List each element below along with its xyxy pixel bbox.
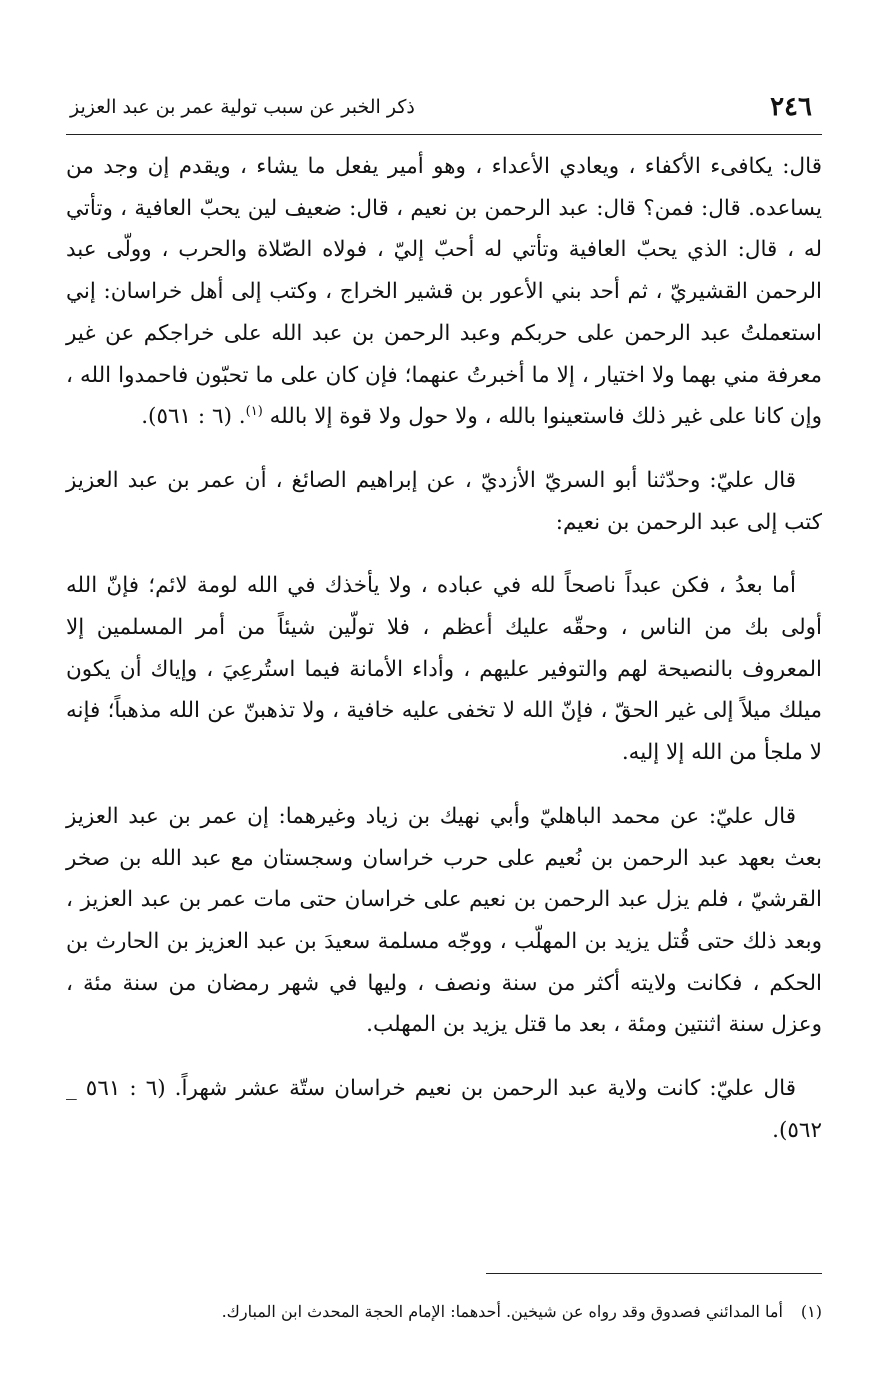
footnote-rule xyxy=(486,1273,822,1274)
paragraph-2: قال عليّ: وحدّثنا أبو السريّ الأزديّ ، عن إبراهيم الصائغ ، أن عمر بن عبد العزيز كتب إلى عبد الرحمن بن نعيم: xyxy=(66,467,822,535)
header-rule xyxy=(66,134,822,135)
footnote xyxy=(66,1298,822,1326)
page-body xyxy=(66,146,822,1173)
running-header xyxy=(66,88,822,126)
footnote-text: أما المدائني فصدوق وقد رواه عن شيخين. أحدهما: الإمام الحجة المحدث ابن المبارك. xyxy=(221,1302,783,1321)
paragraph-3: أما بعدُ ، فكن عبداً ناصحاً لله في عباده ، ولا يأخذك في الله لومة لائم؛ فإنّ الله أولى بك من الناس ، وحقّه عليك أعظم ، فلا تولّين شيئاً من أمر المسلمين إلا المعروف بالنصيحة لهم والتوفير عليهم ، وأداء الأمانة فيما استُرعِيَ ، وإياك أن يكون ميلك ميلاً إلى غير الحقّ ، فإنّ الله لا تخفى عليه خافية ، ولا تذهبنّ عن الله مذهباً؛ فإنه لا ملجأ من الله إلا إليه. xyxy=(66,573,822,766)
paragraph-1-citation: . (٦ : ٥٦١). xyxy=(141,404,246,430)
paragraph-4: قال عليّ: عن محمد الباهليّ وأبي نهيك بن زياد وغيرهما: إن عمر بن عبد العزيز بعث بعهد عبد الرحمن بن نُعيم على حرب خراسان وسجستان مع عبد الله بن صخر القرشيّ ، فلم يزل عبد الرحمن بن نعيم على خراسان حتى مات عمر بن عبد العزيز ، وبعد ذلك حتى قُتل يزيد بن المهلّب ، ووجّه مسلمة سعيدَ بن عبد العزيز بن الحارث بن الحكم ، فكانت ولايته أكثر من سنة ونصف ، وليها في شهر رمضان من سنة مئة ، وعزل سنة اثنتين ومئة ، بعد ما قتل يزيد بن المهلب. xyxy=(66,803,822,1038)
paragraph-5: قال عليّ: كانت ولاية عبد الرحمن بن نعيم خراسان ستّة عشر شهراً. (٦ : ٥٦١ _ ٥٦٢). xyxy=(66,1076,822,1143)
paragraph-1-text: قال: يكافىء الأكفاء ، ويعادي الأعداء ، وهو أمير يفعل ما يشاء ، ويقدم إن وجد من يساعده. قال: فمن؟ قال: عبد الرحمن بن نعيم ، قال: ضعيف لين يحبّ العافية ، وتأتي له ، قال: الذي يحبّ العافية وتأتي له أحبّ إليّ ، فولاه الصّلاة والحرب ، وولّى عبد الرحمن القشيريّ ، ثم أحد بني الأعور بن قشير الخراج ، وكتب إلى أهل خراسان: إني استعملتُ عبد الرحمن على حربكم وعبد الرحمن بن عبد الله على خراجكم عن غير معرفة مني بهما ولا اختيار ، إلا ما أخبرتُ عنهما؛ فإن كان على ما تحبّون فاحمدوا الله ، وإن كانا على غير ذلك فاستعينوا بالله ، ولا حول ولا قوة إلا بالله xyxy=(66,154,822,430)
footnote-ref: (١) xyxy=(245,404,263,420)
page-number: ٢٤٦ xyxy=(770,92,812,122)
header-title: ذكر الخبر عن سبب تولية عمر بن عبد العزيز xyxy=(70,96,415,118)
footnote-number: (١) xyxy=(800,1302,822,1321)
paragraph-1 xyxy=(66,146,822,438)
